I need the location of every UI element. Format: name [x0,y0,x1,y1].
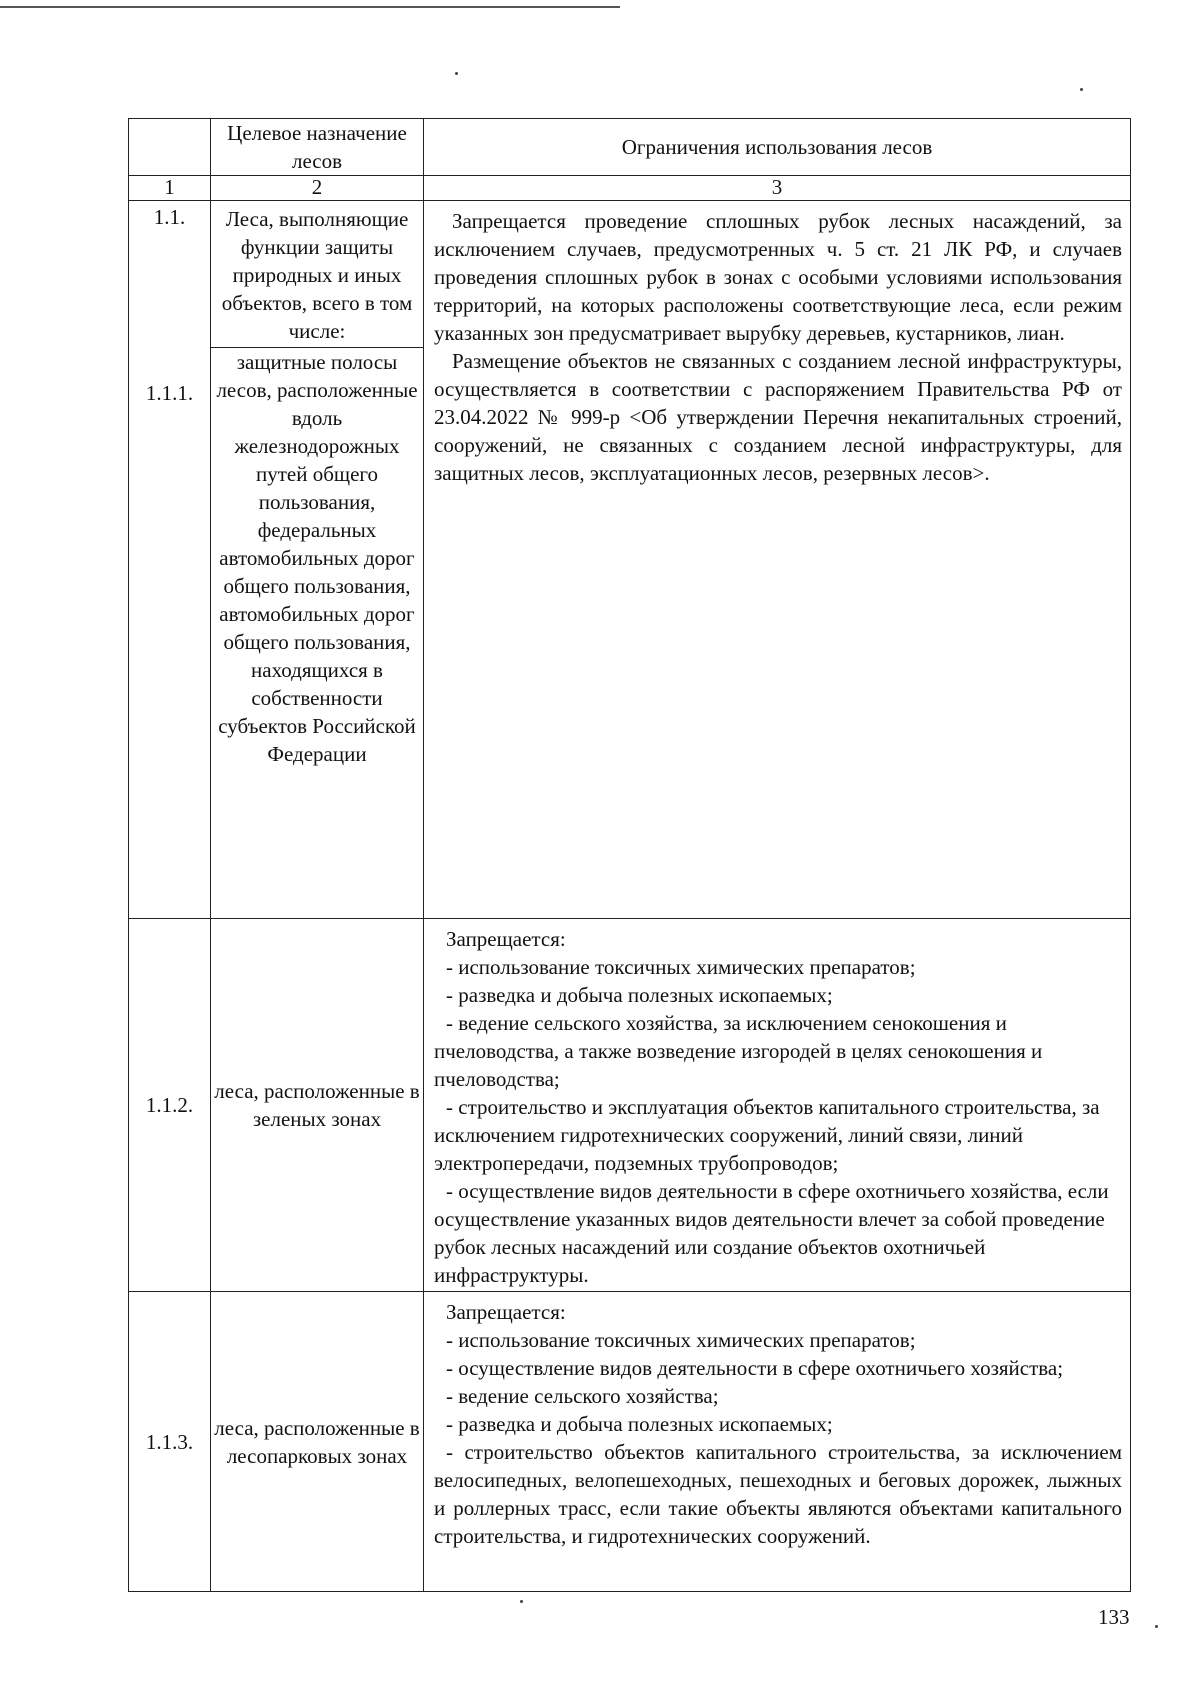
purpose-text: леса, расположенные в лесопарковых зонах [211,1292,424,1592]
page-number: 133 [1098,1605,1130,1629]
table-row [129,1292,1131,1592]
row-number: 1.1.3. [129,1292,211,1592]
scan-speck [455,72,458,75]
restriction-item: - ведение сельского хозяйства, за исключением сенокошения и пчеловодства, а также возведение изгородей в целях сенокошения и пчеловодства; [434,1011,1043,1091]
restriction-item: - ведение сельского хозяйства; [446,1384,719,1408]
purpose-cell [211,201,424,919]
restriction-item: - использование токсичных химических препаратов; [446,955,916,979]
restriction-item: - осуществление видов деятельности в сфере охотничьего хозяйства, если осуществление указанных видов деятельности влечет за собой проведение рубок лесных насаждений или создание объектов охотничьей инфраструктуры. [434,1179,1109,1287]
restriction-lead: Запрещается: [446,927,566,951]
restriction-item: - строительство и эксплуатация объектов капитального строительства, за исключением гидротехнических сооружений, линий связи, линий электропередачи, подземных трубопроводов; [434,1095,1100,1175]
purpose-subtext: защитные полосы лесов, расположенные вдоль железнодорожных путей общего пользования, федеральных автомобильных дорог общего пользования, автомобильных дорог общего пользования, находящихся в собственности субъектов Российской Федерации [211,347,423,768]
scan-speck [520,1600,523,1603]
restriction-item: - использование токсичных химических препаратов; [446,1328,916,1352]
restriction-lead: Запрещается: [446,1300,566,1324]
table-row [129,919,1131,1292]
restrictions-cell [424,919,1131,1292]
scan-speck [1155,1625,1158,1628]
row-number-cell [129,201,211,919]
restriction-item: - осуществление видов деятельности в сфере охотничьего хозяйства; [446,1356,1064,1380]
restriction-item: - строительство объектов капитального строительства, за исключением велосипедных, велопешеходных, пешеходных и беговых дорожек, лыжных и роллерных трасс, если такие объекты являются объектами капитального строительства, и гидротехнических сооружений. [434,1440,1122,1548]
column-number: 1 [129,176,211,201]
purpose-text: леса, расположенные в зеленых зонах [211,919,424,1292]
row-number: 1.1.1. [145,381,194,405]
purpose-text: Леса, выполняющие функции защиты природных и иных объектов, всего в том числе: [221,207,413,343]
restriction-item: - разведка и добыча полезных ископаемых; [446,1412,833,1436]
forest-restrictions-table [128,118,1131,1592]
restriction-paragraph: Размещение объектов не связанных с созданием лесной инфраструктуры, осуществляется в соответствии с распоряжением Правительства РФ от 23.04.2022 № 999-р <Об утверждении Перечня некапитальных строений, сооружений, не связанных с созданием лесной инфраструктуры, для защитных лесов, эксплуатационных лесов, резервных лесов>. [434,349,1122,485]
restriction-paragraph: Запрещается проведение сплошных рубок лесных насаждений, за исключением случаев, предусмотренных ч. 5 ст. 21 ЛК РФ, и случаев проведения сплошных рубок в зонах с особыми условиями использования территорий, на которых расположены соответствующие леса, если режим указанных зон предусматривает вырубку деревьев, кустарников, лиан. [434,209,1122,345]
row-number: 1.1.2. [129,919,211,1292]
scan-speck [1080,88,1083,91]
header-col1 [129,119,211,176]
row-number: 1.1. [153,205,186,229]
restriction-item: - разведка и добыча полезных ископаемых; [446,983,833,1007]
restrictions-cell [424,201,1131,919]
header-restrictions: Ограничения использования лесов [424,119,1131,176]
table-row [129,201,1131,919]
restrictions-cell [424,1292,1131,1592]
table-header-row [129,119,1131,176]
column-number: 2 [211,176,424,201]
header-purpose: Целевое назначение лесов [211,119,424,176]
column-number-row [129,176,1131,201]
column-number: 3 [424,176,1131,201]
scan-edge-line [0,6,620,8]
